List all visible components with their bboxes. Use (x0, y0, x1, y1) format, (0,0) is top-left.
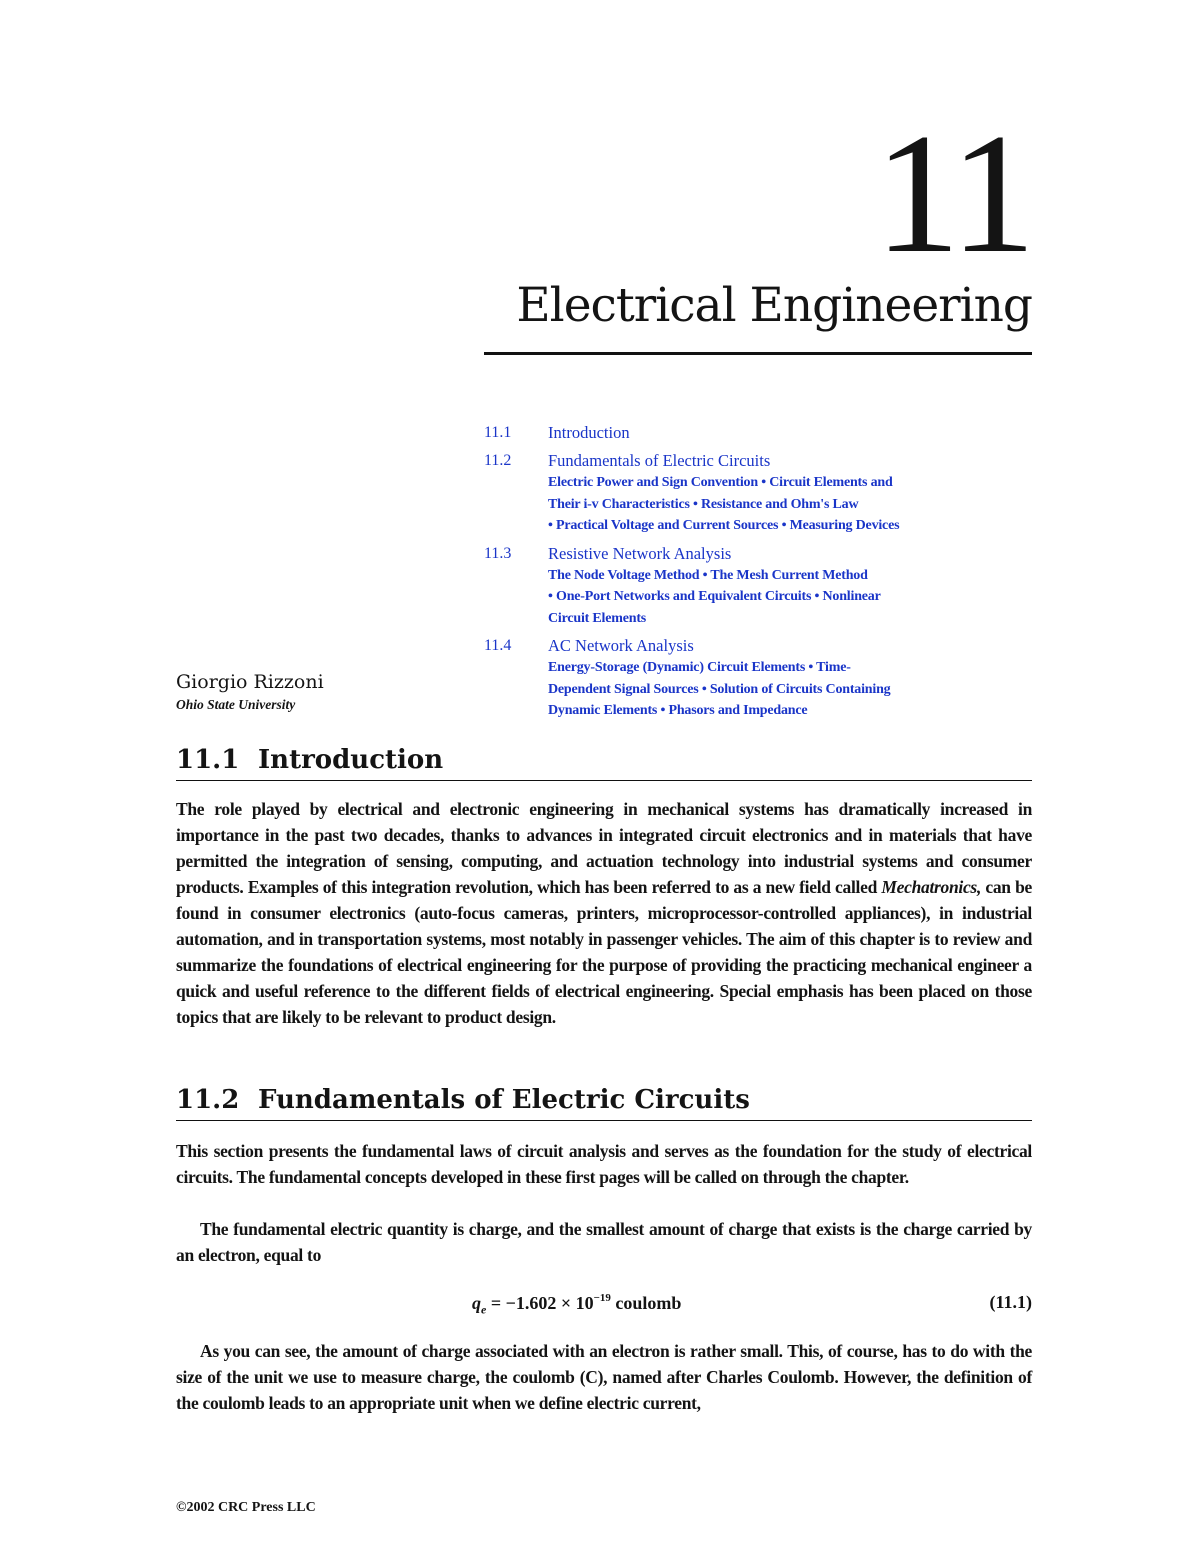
equation-lhs-subscript: e (481, 1302, 487, 1317)
table-of-contents (484, 422, 1044, 728)
section-heading-introduction (176, 744, 1032, 776)
intro-text-part2: can be found in consumer electronics (auto-focus cameras, printers, microprocessor-controlled appliances), in industrial automation, and in transportation systems, most notably in passenger vehicles. The aim of this chapter is to review and summarize the foundations of electrical engineering for the purpose of providing the practicing mechanical engineer a quick and useful reference to the different fields of electrical engineering. Special emphasis has been placed on those topics that are likely to be relevant to product design. (176, 877, 1033, 1027)
toc-link-ac-network[interactable]: AC Network Analysis (548, 636, 694, 655)
toc-number: 11.3 (484, 544, 512, 562)
intro-paragraph (176, 796, 1032, 1030)
equation-unit: coulomb (610, 1293, 682, 1313)
section-rule (176, 1120, 1032, 1121)
toc-subtopics-line[interactable]: Circuit Elements (548, 610, 647, 626)
toc-entry[interactable] (484, 422, 1044, 444)
toc-subtopics-line[interactable]: • Practical Voltage and Current Sources • Measuring Devices (548, 518, 900, 533)
toc-subtopics-line[interactable]: Dependent Signal Sources • Solution of Circuits Containing (548, 681, 891, 697)
intro-italic-term: Mechatronics, (881, 877, 982, 897)
toc-entry[interactable] (484, 635, 1044, 722)
section-title: Fundamentals of Electric Circuits (258, 1085, 750, 1115)
toc-subtopics-line[interactable]: Dynamic Elements • Phasors and Impedance (548, 703, 808, 718)
section-rule (176, 780, 1032, 781)
toc-subtopics-line[interactable]: • One-Port Networks and Equivalent Circuits • Nonlinear (548, 589, 881, 604)
equation-rhs: = −1.602 × 10 (486, 1293, 594, 1313)
toc-entry[interactable] (484, 450, 1044, 537)
toc-entry[interactable] (484, 543, 1044, 630)
toc-number: 11.2 (484, 452, 512, 469)
toc-link-resistive-network[interactable]: Resistive Network Analysis (548, 543, 732, 563)
author-block (176, 670, 324, 716)
intro-text-part1: The role played by electrical and electronic engineering in mechanical systems has dramatically increased in importance in the past two decades, thanks to advances in integrated circuit electronics and in materials that have permitted the integration of sensing, computing, and actuation technology into industrial systems and consumer products. Examples of this integration revolution, which has been referred to as a new field called (176, 799, 1032, 897)
toc-subtopics-line[interactable]: The Node Voltage Method • The Mesh Current Method (548, 567, 868, 583)
section-title: Introduction (258, 745, 444, 775)
section-number: 11.1 (176, 745, 240, 775)
title-rule (484, 352, 1032, 355)
fundamentals-paragraph-3: As you can see, the amount of charge associated with an electron is rather small. This, of course, has to do with the size of the unit we use to measure charge, the coulomb (C), named after Charles Coulomb. However, the definition of the coulomb leads to an appropriate unit when we define electric current, (176, 1341, 1032, 1413)
author-affiliation: Ohio State University (176, 697, 296, 712)
toc-subtopics-line[interactable]: Electric Power and Sign Convention • Circuit Elements and (548, 475, 893, 490)
equation-number: (11.1) (989, 1292, 1032, 1312)
chapter-title: Electrical Engineering (516, 278, 1032, 333)
toc-subtopics-line[interactable]: Their i-v Characteristics • Resistance and Ohm's Law (548, 496, 859, 512)
equation-11-1 (176, 1292, 1032, 1322)
toc-subtopics-line[interactable]: Energy-Storage (Dynamic) Circuit Elements • Time- (548, 660, 851, 675)
copyright-footer: ©2002 CRC Press LLC (176, 1500, 316, 1515)
chapter-number: 11 (874, 99, 1032, 289)
equation-exponent: −19 (593, 1292, 611, 1304)
toc-link-introduction[interactable]: Introduction (548, 423, 630, 442)
section-heading-fundamentals (176, 1084, 1032, 1116)
equation-lhs: q (472, 1293, 481, 1313)
toc-number: 11.4 (484, 637, 512, 654)
author-name: Giorgio Rizzoni (176, 671, 324, 693)
equation-body (472, 1292, 681, 1318)
toc-link-fundamentals[interactable]: Fundamentals of Electric Circuits (548, 451, 771, 470)
section-number: 11.2 (176, 1085, 240, 1115)
fundamentals-paragraph-1: This section presents the fundamental laws of circuit analysis and serves as the foundation for the study of electrical circuits. The fundamental concepts developed in these first pages will be called on through the chapter. (176, 1141, 1032, 1187)
fundamentals-paragraph-2: The fundamental electric quantity is charge, and the smallest amount of charge that exists is the charge carried by an electron, equal to (176, 1219, 1032, 1265)
toc-number: 11.1 (484, 424, 512, 441)
